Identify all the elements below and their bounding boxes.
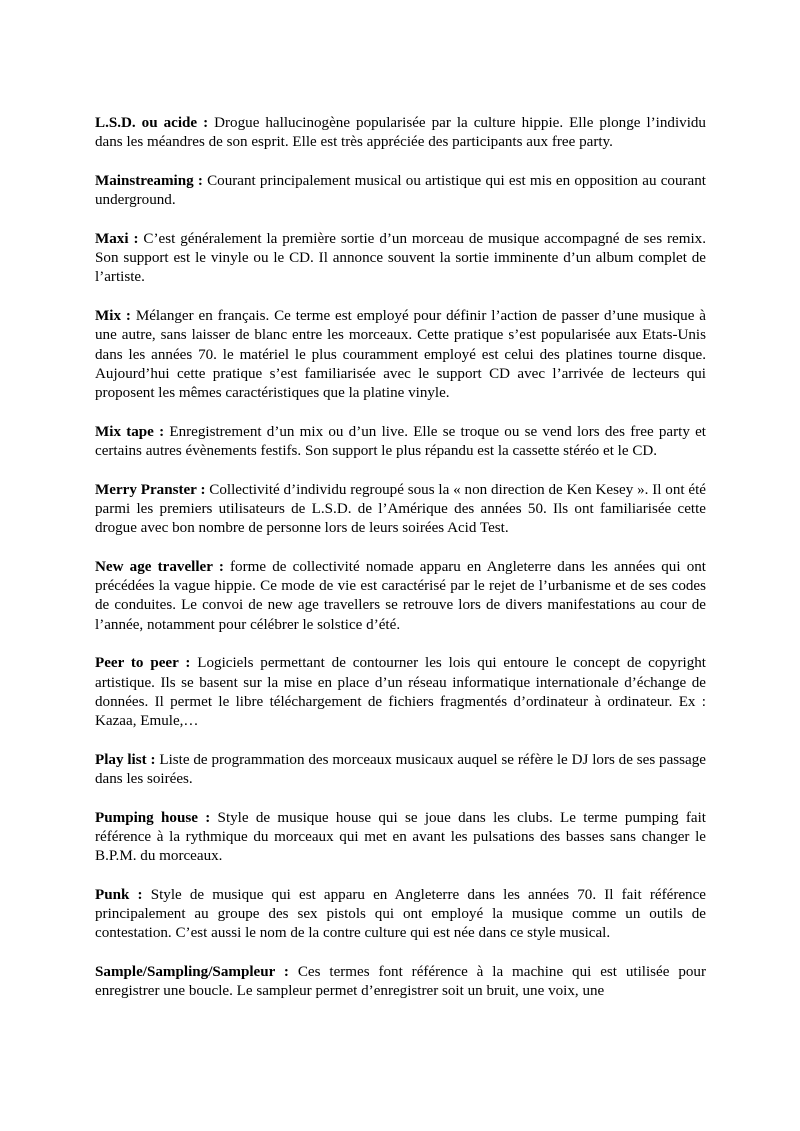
glossary-entry-new-age-traveller — [95, 558, 706, 635]
glossary-entry-pumping-house — [95, 809, 706, 867]
glossary-term: Mix tape : — [95, 423, 165, 440]
glossary-term: L.S.D. ou acide : — [95, 115, 209, 131]
glossary-definition: Style de musique qui est apparu en Angleterre dans les années 70. Il fait référence principalement au groupe des sex pistols qui ont employé la musique comme un outils de contestation. C’est aussi le nom de la contre culture qui est née dans ce style musical. — [95, 886, 706, 942]
glossary-entry-merry-pranster — [95, 481, 706, 539]
glossary-definition: Ces termes font référence à la machine qui est utilisée pour enregistrer une boucle. Le sampleur permet d’enregistrer soit un bruit, une voix, une — [95, 964, 706, 1000]
glossary-definition: Mélanger en français. Ce terme est employé pour définir l’action de passer d’une musique à une autre, sans laisser de blanc entre les morceaux. Cette pratique s’est popularisée aux Etats-Unis dans les années 70. le matériel le plus couramment employé est celui des platines tourne disque. Aujourd’hui cette pratique s’est familiarisée avec le support CD avec l’arrivée de lecteurs qui proposent les mêmes caractéristiques que la platine vinyle. — [95, 307, 707, 402]
glossary-term: Merry Pranster : — [95, 481, 206, 498]
glossary-term: Sample/Sampling/Sampleur : — [95, 964, 289, 981]
glossary-definition: Style de musique house qui se joue dans les clubs. Le terme pumping fait référence à la rythmique du morceaux qui met en avant les pulsations des basses sans changer le B.P.M. du morceaux. — [95, 809, 707, 865]
glossary-page — [95, 114, 706, 1021]
glossary-definition: Liste de programmation des morceaux musicaux auquel se réfère le DJ lors de ses passage dans les soirées. — [95, 751, 706, 788]
glossary-entry-maxi — [95, 230, 706, 288]
glossary-definition: Enregistrement d’un mix ou d’un live. Elle se troque ou se vend lors des free party et certains autres évènements festifs. Son support le plus répandu est la cassette stéréo et le CD. — [95, 423, 706, 460]
glossary-entry-mix — [95, 307, 706, 403]
glossary-definition: C’est généralement la première sortie d’un morceau de musique accompagné de ses remix. Son support est le vinyle ou le CD. Il annonce souvent la sortie imminente d’un album complet de l’artiste. — [95, 230, 706, 286]
glossary-entry-peer-to-peer — [95, 654, 706, 731]
glossary-term: Punk : — [95, 886, 143, 903]
glossary-entry-play-list — [95, 751, 706, 790]
glossary-definition: Logiciels permettant de contourner les lois qui entoure le concept de copyright artistique. Ils se basent sur la mise en place d’un réseau informatique internationale d’échange de données. Il permet le libre téléchargement de fichiers fragmentés d’ordinateur à ordinateur. Ex : Kazaa, Emule,… — [95, 655, 706, 730]
glossary-entry-sample — [95, 963, 706, 1002]
glossary-entry-lsd — [95, 114, 706, 153]
glossary-definition: Collectivité d’individu regroupé sous la « non direction de Ken Kesey ». Il ont été parmi les premiers utilisateurs de L.S.D. de l’Amérique des années 50. Ils ont familiarisée cette drogue avec bon nombre de personne lors de leurs soirées Acid Test. — [95, 481, 706, 537]
glossary-term: Play list : — [95, 751, 156, 768]
glossary-definition: Courant principalement musical ou artistique qui est mis en opposition au courant underground. — [95, 172, 706, 209]
glossary-term: Mix : — [95, 307, 131, 324]
glossary-term: New age traveller : — [95, 558, 224, 575]
glossary-term: Maxi : — [95, 230, 139, 247]
glossary-entry-mainstreaming — [95, 172, 706, 211]
glossary-term: Peer to peer : — [95, 655, 191, 672]
glossary-term: Pumping house : — [95, 809, 211, 826]
glossary-definition: forme de collectivité nomade apparu en Angleterre dans les années qui ont précédées la vague hippie. Ce mode de vie est caractérisé par le rejet de l’urbanisme et de ses codes de conduites. Le convoi de new age travellers se retrouve lors de divers manifestations au cour de l’année, notamment pour célébrer le solstice d’été. — [95, 558, 707, 633]
glossary-definition: Drogue hallucinogène popularisée par la culture hippie. Elle plonge l’individu dans les méandres de son esprit. Elle est très appréciée des participants aux free party. — [95, 115, 706, 151]
glossary-term: Mainstreaming : — [95, 172, 203, 189]
glossary-entry-punk — [95, 886, 706, 944]
glossary-entry-mix-tape — [95, 423, 706, 462]
